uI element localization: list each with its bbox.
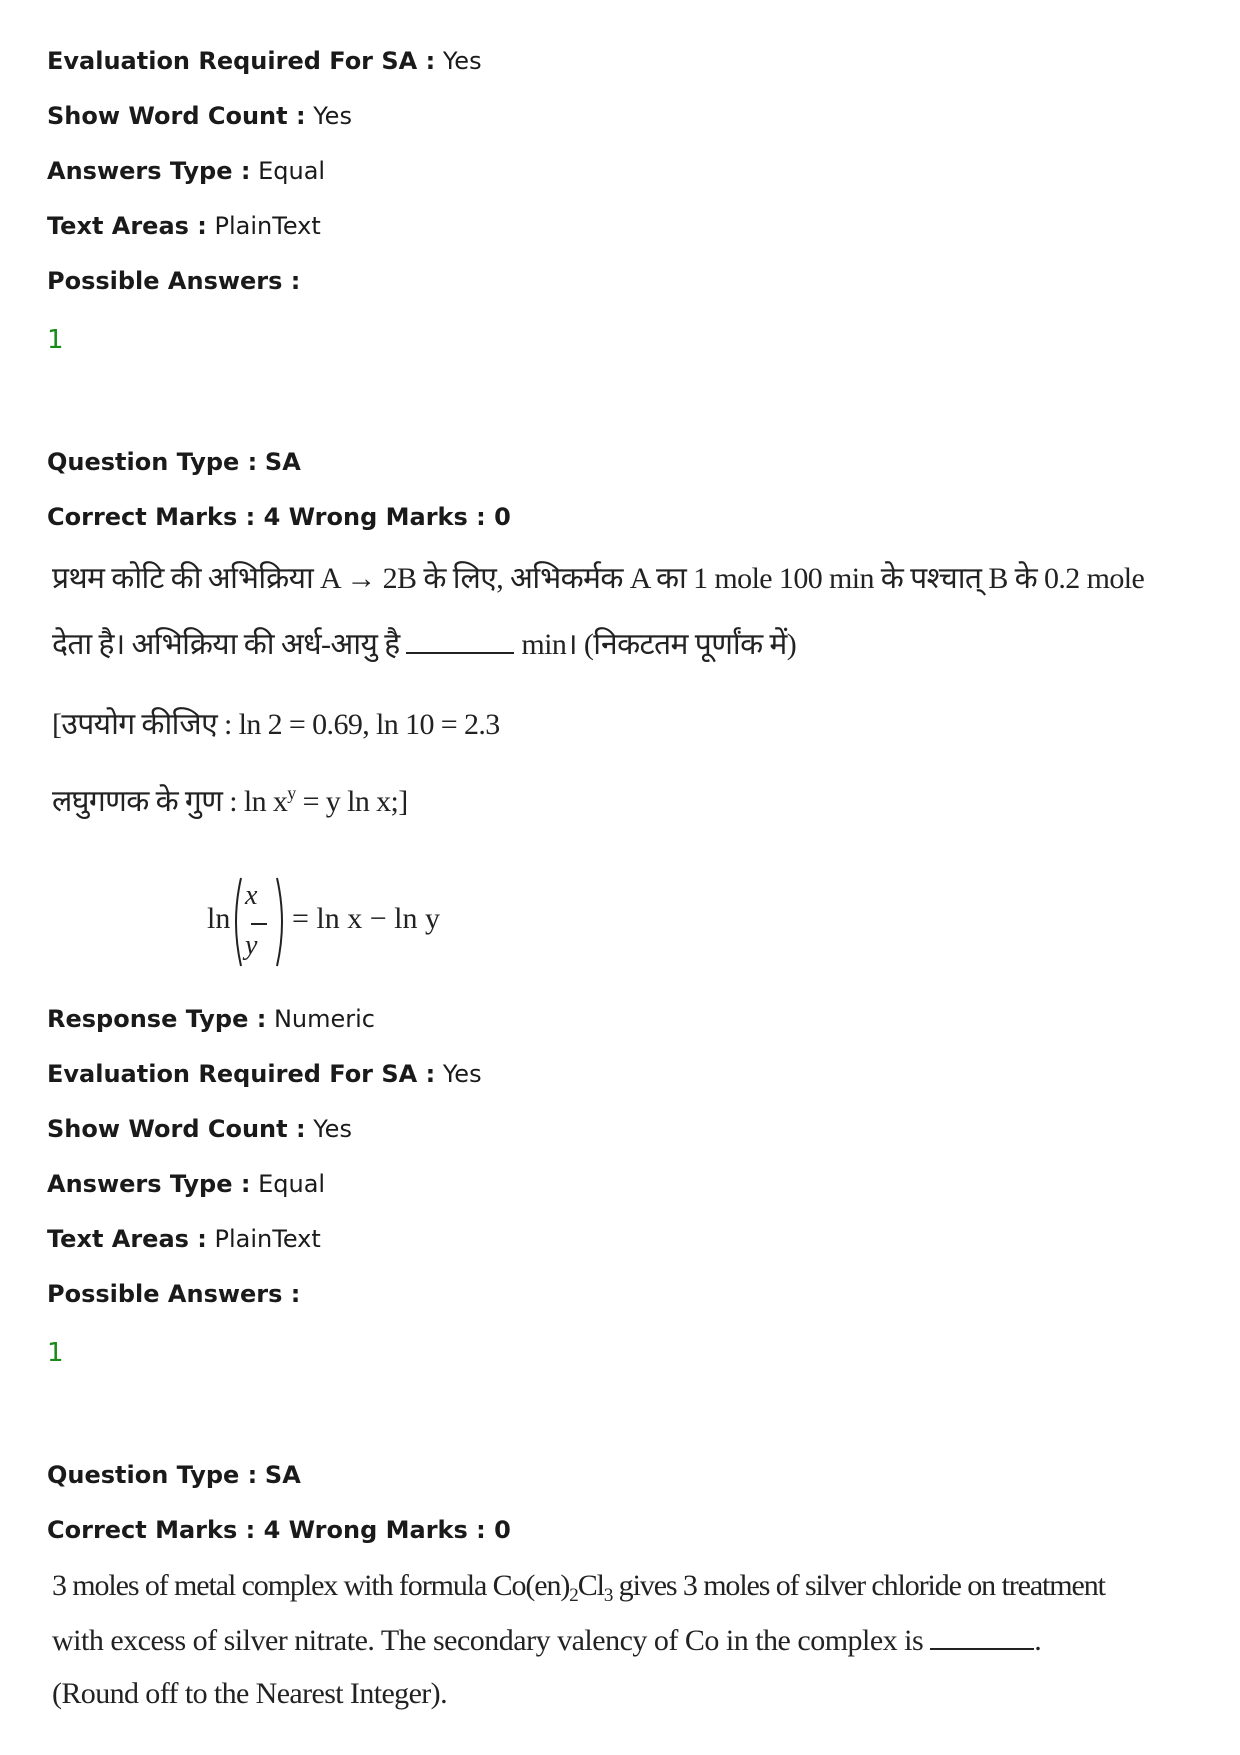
question-type-row: [47, 447, 301, 477]
question-type-value: SA: [264, 448, 301, 476]
marks-label: Correct Marks : 4 Wrong Marks : 0: [47, 1516, 511, 1544]
question-text-line-1-start: 3 moles of metal complex with formula Co(en): [52, 1569, 570, 1602]
possible-answers-row: [47, 1279, 300, 1309]
answer-blank: [930, 1622, 1034, 1650]
formula-ln: ln: [207, 902, 231, 935]
formula-numerator: x: [245, 880, 258, 911]
log-quotient-formula: [205, 872, 441, 972]
response-type-value: Numeric: [273, 1005, 375, 1033]
chloride-symbol: Cl: [577, 1569, 604, 1602]
cl-subscript: 3: [603, 1585, 613, 1606]
log-property-start: लघुगणक के गुण : ln x: [52, 785, 288, 818]
response-type-label: Response Type :: [47, 1005, 267, 1033]
question-text-line-3: (Round off to the Nearest Integer).: [52, 1677, 447, 1710]
possible-answers-label: Possible Answers :: [47, 1280, 301, 1308]
evaluation-required-value: Yes: [442, 1060, 482, 1088]
en-subscript: 2: [569, 1585, 578, 1606]
text-areas-row: [47, 1224, 321, 1254]
possible-answers-label: Possible Answers :: [47, 267, 301, 295]
text-areas-value: PlainText: [214, 212, 321, 240]
evaluation-required-row: [47, 1059, 482, 1089]
show-word-count-label: Show Word Count :: [47, 1115, 306, 1143]
question-text-line-2-start: देता है। अभिक्रिया की अर्ध-आयु है: [52, 628, 400, 661]
show-word-count-row: [47, 1114, 352, 1144]
text-areas-label: Text Areas :: [47, 212, 207, 240]
show-word-count-value: Yes: [313, 102, 352, 130]
log-property-exponent: y: [287, 783, 296, 803]
question-text-line-2-end: .: [1034, 1624, 1042, 1657]
question-text-line-2: [52, 626, 796, 663]
text-areas-value: PlainText: [214, 1225, 321, 1253]
evaluation-required-value: Yes: [442, 47, 482, 75]
question-type-label: Question Type :: [47, 1461, 258, 1489]
answers-type-value: Equal: [258, 157, 326, 185]
formula-rhs: = ln x − ln y: [292, 902, 441, 935]
evaluation-required-row: [47, 46, 482, 76]
text-areas-row: [47, 211, 321, 241]
log-property-end: = y ln x;]: [295, 785, 408, 818]
question-type-value: SA: [264, 1461, 301, 1489]
question-type-row: [47, 1460, 301, 1490]
evaluation-required-label: Evaluation Required For SA :: [47, 1060, 436, 1088]
formula-denominator: y: [245, 930, 258, 961]
show-word-count-label: Show Word Count :: [47, 102, 306, 130]
question-text-line-1: प्रथम कोटि की अभिक्रिया A → 2B के लिए, अभिकर्मक A का 1 mole 100 min के पश्चात् B के 0.2 mole: [52, 562, 1145, 595]
show-word-count-value: Yes: [313, 1115, 352, 1143]
possible-answer-value: 1: [47, 325, 64, 355]
marks-label: Correct Marks : 4 Wrong Marks : 0: [47, 503, 511, 531]
question-text-line-2-start: with excess of silver nitrate. The secondary valency of Co in the complex is: [52, 1624, 924, 1657]
text-areas-label: Text Areas :: [47, 1225, 207, 1253]
question-text-line-2-end: min। (निकटतम पूर्णांक में): [521, 628, 797, 661]
answers-type-label: Answers Type :: [47, 157, 251, 185]
question-text-line-3: [उपयोग कीजिए : ln 2 = 0.69, ln 10 = 2.3: [52, 708, 500, 741]
answers-type-value: Equal: [258, 1170, 326, 1198]
formula-parentheses: [229, 872, 289, 972]
possible-answers-row: [47, 266, 300, 296]
marks-row: [47, 1515, 511, 1545]
possible-answer-value: 1: [47, 1338, 64, 1368]
evaluation-required-label: Evaluation Required For SA :: [47, 47, 436, 75]
answers-type-label: Answers Type :: [47, 1170, 251, 1198]
answers-type-row: [47, 1169, 325, 1199]
answer-blank: [406, 626, 514, 654]
question-text-line-2: [52, 1622, 1041, 1659]
show-word-count-row: [47, 101, 352, 131]
answers-type-row: [47, 156, 325, 186]
question-type-label: Question Type :: [47, 448, 258, 476]
question-text-line-4: [52, 784, 408, 820]
question-text-line-1: [52, 1568, 1105, 1604]
question-text-line-1-end: gives 3 moles of silver chloride on treatment: [612, 1569, 1105, 1602]
marks-row: [47, 502, 511, 532]
response-type-row: [47, 1004, 375, 1034]
